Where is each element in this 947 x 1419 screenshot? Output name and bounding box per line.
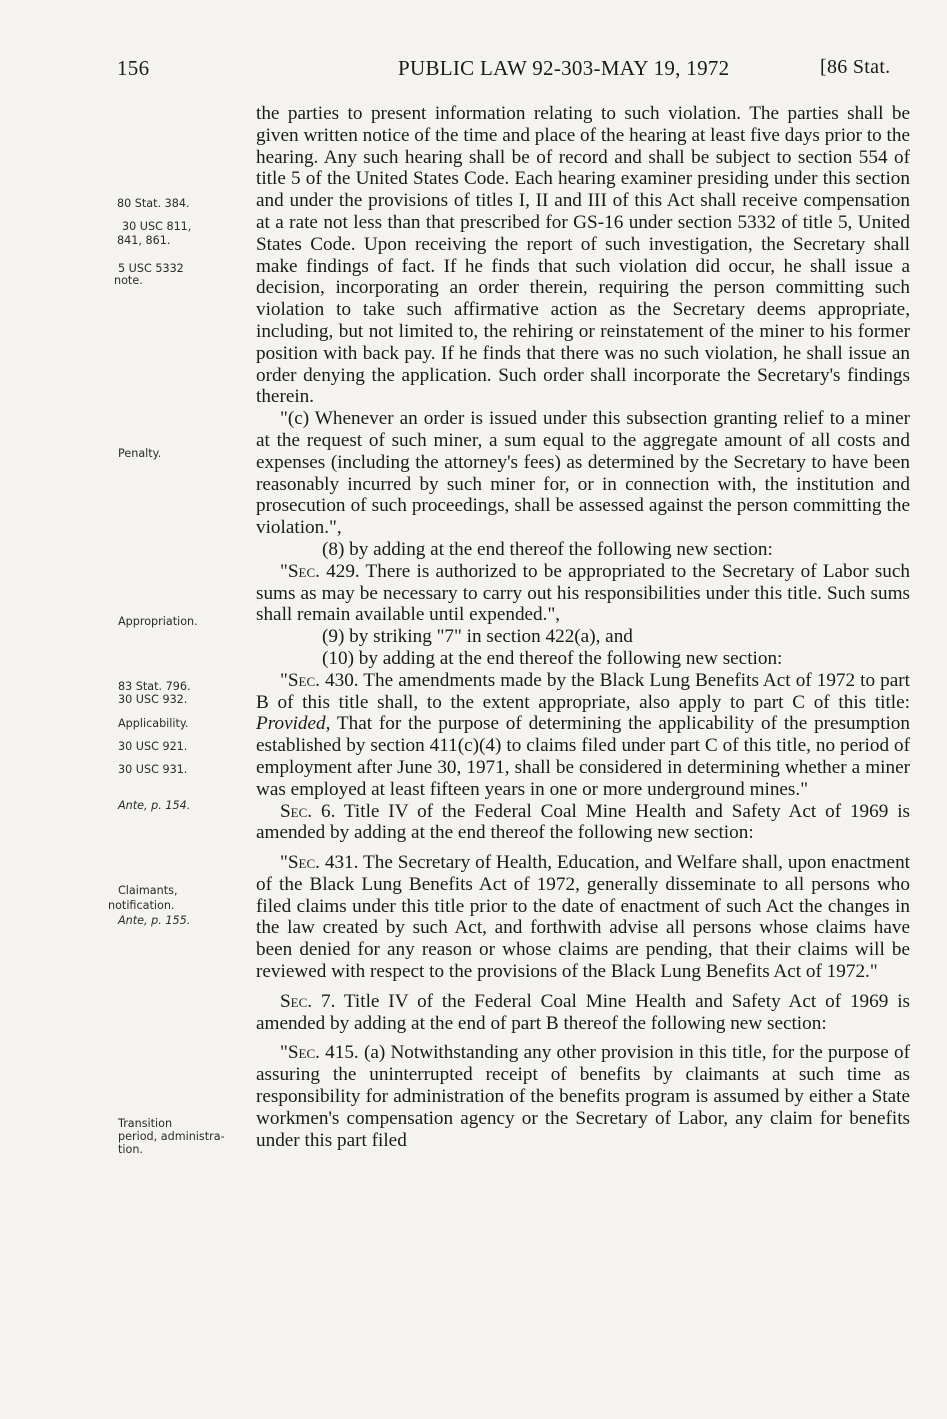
main-text	[256, 103, 910, 1151]
section-text: 430. The amendments made by the Black Lung Benefits Act of 1972 to part B of this title shall, to the extent appropriate, also apply to part C of this title:	[256, 669, 911, 713]
margin-note: 80 Stat. 384.	[117, 197, 190, 210]
section-lead: Sec.	[280, 800, 313, 822]
section-text: 431. The Secretary of Health, Education, and Welfare shall, upon enactment of the Black Lung Benefits Act of 1972, generally disseminate to all persons who filed claims under this title prior to the date of enactment of such Act the changes in the law created by such Act, and forthwith advise all persons whose claims have been denied for any reason or whose claims are pending, that their claims will be reviewed with respect to the provisions of the Black Lung Benefits Act of 1972."	[256, 852, 911, 983]
margin-note: 5 USC 5332	[118, 262, 184, 275]
margin-note: 841, 861.	[117, 234, 171, 247]
margin-note: 30 USC 921.	[118, 740, 188, 753]
section-lead: "Sec.	[280, 669, 320, 691]
section-431	[256, 852, 910, 983]
margin-note: tion.	[118, 1143, 143, 1156]
section-lead: Sec.	[280, 990, 313, 1012]
margin-note	[118, 799, 190, 813]
section-text: 415. (a) Notwithstanding any other provision in this title, for the purpose of assuring the uninterrupted receipt of benefits by claimants at such time as responsibility for administration of the benefits program is assumed by either a State workmen's compensation agency or the Secretary of Labor, any claim for benefits under this part filed	[256, 1042, 910, 1151]
margin-note-applicability: Applicability.	[118, 717, 189, 730]
section-text: That for the purpose of determining the applicability of the presumption established by section 411(c)(4) to claims filed under part C of this title, no period of employment after June 30, 1971, shall be considered in determining whether a miner was employed at least fifteen years in one or more underground mines."	[256, 713, 910, 800]
margin-note: note.	[114, 274, 143, 287]
sec-7	[256, 991, 910, 1035]
section-430	[256, 670, 910, 801]
paragraph: the parties to present information relating to such violation. The parties shall be given written notice of the time and place of the hearing at least five days prior to the hearing. Any such hearing shall be of record and shall be subject to section 554 of title 5 of the United States Code. Each hearing examiner presiding under this section and under the provisions of titles I, II and III of this Act shall receive compensation at a rate not less than that prescribed for GS-16 under section 5332 of title 5, United States Code. Upon receiving the report of such investigation, the Secretary shall make findings of fact. If he finds that such violation did occur, he shall issue a decision, incorporating an order therein, requiring the person committing such violation to take such affirmative action as the Secretary deems appropriate, including, but not limited to, the rehiring or reinstatement of the miner to his former position with back pay. If he finds that there was no such violation, he shall issue an order denying the application. Such order shall incorporate the Secretary's findings therein.	[256, 103, 910, 408]
margin-note	[118, 914, 190, 928]
paragraph: (9) by striking "7" in section 422(a), and	[322, 626, 633, 648]
page-number: 156	[117, 56, 150, 80]
section-text: 7. Title IV of the Federal Coal Mine Health and Safety Act of 1969 is amended by adding at the end of part B thereof the following new section:	[256, 990, 910, 1034]
section-lead: "Sec.	[280, 852, 320, 874]
section-text: 6. Title IV of the Federal Coal Mine Health and Safety Act of 1969 is amended by adding at the end thereof the following new section:	[256, 800, 910, 844]
stat-reference: [86 Stat.	[820, 56, 891, 78]
sec-6	[256, 801, 910, 845]
margin-note: 30 USC 932.	[118, 693, 188, 706]
margin-note: period, administra-	[118, 1130, 225, 1143]
section-text: 429. There is authorized to be appropriated to the Secretary of Labor such sums as may be necessary to carry out his responsibilities under this title. Such sums shall remain available until expended.",	[256, 560, 910, 626]
margin-note-transition: Transition	[118, 1117, 173, 1130]
section-415	[256, 1042, 910, 1151]
paragraph: "(c) Whenever an order is issued under this subsection granting relief to a miner at the request of such miner, a sum equal to the aggregate amount of all costs and expenses (including the attorney's fees) as determined by the Secretary to have been reasonably incurred by such miner for, or in connection with, the institution and prosecution of such proceedings, shall be assessed against the person committing the violation.",	[256, 408, 910, 539]
margin-note: 30 USC 931.	[118, 763, 188, 776]
paragraph: (10) by adding at the end thereof the following new section:	[322, 647, 783, 669]
margin-note-text: Ante, p. 155.	[118, 914, 191, 927]
section-429	[256, 561, 910, 626]
margin-note-claimants: Claimants,	[118, 884, 178, 897]
margin-note-appropriation: Appropriation.	[118, 615, 198, 628]
margin-note-penalty: Penalty.	[118, 447, 162, 460]
paragraph: (8) by adding at the end thereof the following new section:	[322, 538, 773, 560]
section-lead: "Sec.	[280, 1042, 320, 1064]
margin-note: notification.	[108, 899, 175, 912]
running-title: PUBLIC LAW 92-303-MAY 19, 1972	[398, 56, 730, 80]
section-lead: "Sec.	[280, 560, 320, 582]
provided-word: Provided,	[256, 713, 331, 735]
margin-note-text: Ante, p. 154.	[118, 799, 191, 812]
margin-note: 30 USC 811,	[122, 220, 192, 233]
margin-note: 83 Stat. 796.	[118, 680, 191, 693]
